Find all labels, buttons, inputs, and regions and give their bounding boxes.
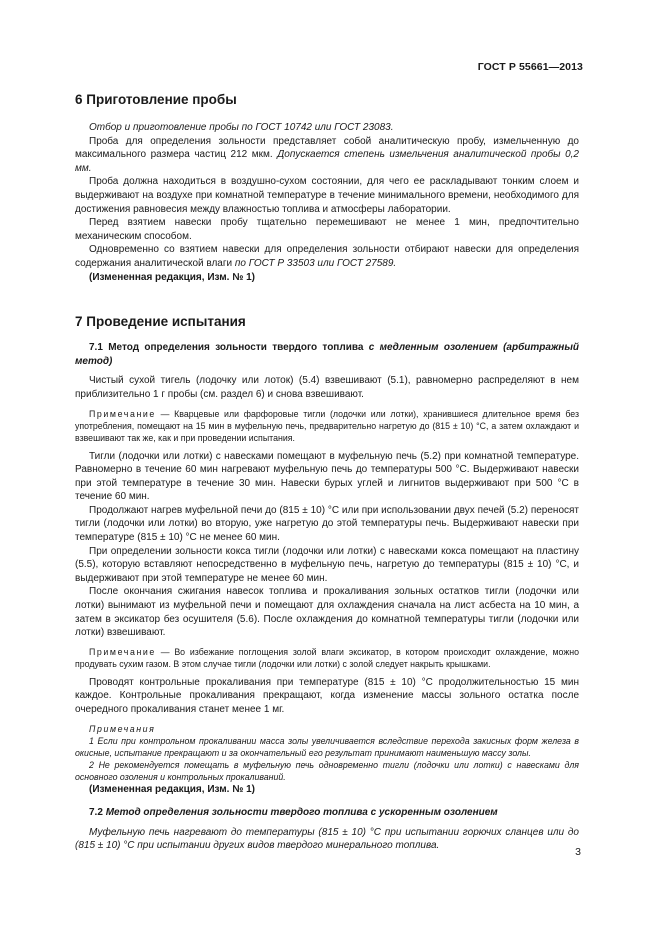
paragraph: Проба должна находиться в воздушно-сухом состоянии, для чего ее раскладывают тонким слоем и выдерживают на воздухе при комнатной температуре в течение минимального времени, необходимого для достижения равновесия между влажностью топлива и атмосферы лаборатории.: [75, 176, 579, 215]
paragraph: При определении зольности кокса тигли (лодочки или лотки) с навесками кокса помещают на пластину (5.5), которую вставляют непосредственно в муфельную печь, нагретую до температуры (815 ± 10) °С, и выдерживают при этой температуре не менее 60 мин.: [75, 545, 579, 584]
paragraph: После окончания сжигания навесок топлива и прокаливания зольных остатков тигли (лодочки или лотки) вынимают из муфельной печи и помещают для охлаждения сначала на лист асбеста на 10 мин, а затем в эксикатор без осушителя (5.6). После охлаждения до комнатной температуры тигли (лодочки или лотки) взвешивают.: [75, 586, 579, 639]
section-7-title: 7 Проведение испытания: [75, 314, 246, 330]
note: [75, 408, 579, 444]
note-label: Примечание: [89, 646, 156, 657]
paragraph: [75, 135, 579, 176]
paragraph: [75, 243, 579, 270]
note-text: — Кварцевые или фарфоровые тигли (лодочки или лотки), хранившиеся длительное время без употребления, помещают на 15 мин в муфельную печь, предварительно нагретую до (815 ± 10) °С, а затем охлаждают и взвешивают так же, как и при проведении испытания.: [75, 408, 579, 443]
paragraph: Проводят контрольные прокаливания при температуре (815 ± 10) °С продолжительностью 15 мин каждое. Контрольные прокаливания прекращают, когда изменение массы зольного остатка после очередного прокаливания станет менее 1 мг.: [75, 676, 579, 715]
italic-text: по ГОСТ Р 33503 или ГОСТ 27589.: [234, 257, 397, 269]
amendment-note: (Измененная редакция, Изм. № 1): [89, 783, 256, 795]
section-7-body: [75, 341, 579, 853]
text: Проба для определения зольности представляет собой аналитическую пробу, измельченную до максимального размера частиц 212 мкм.: [75, 135, 579, 161]
paragraph: Чистый сухой тигель (лодочку или лоток) (5.4) взвешивают (5.1), равномерно распределяют в нем приблизительно 1 г пробы (см. раздел 6) и снова взвешивают.: [75, 375, 579, 400]
amendment-note: (Измененная редакция, Изм. № 1): [89, 271, 256, 283]
italic-text: с медленным озолением (арбитражный метод): [75, 342, 579, 367]
section-6-body: [75, 121, 579, 284]
note-label: Примечание: [89, 408, 156, 419]
text: 7.2: [89, 807, 106, 819]
paragraph: Продолжают нагрев муфельной печи до (815 ± 10) °С или при использовании двух печей (5.2) переносят тигли (лодочки или лотки) во вторую, уже нагретую до этой температуры печь. Выдерживают навески при температуре (815 ± 10) °С не менее 60 мин.: [75, 504, 579, 544]
subsection-7-2-title: [75, 806, 579, 820]
paragraph: Перед взятием навески пробу тщательно перемешивают не менее 1 мин, предпочтительно механическим способом.: [75, 217, 579, 242]
paragraph: Муфельную печь нагревают до температуры (815 ± 10) °С при испытании горючих сланцев или до (815 ± 10) °С при испытании других видов твердого минерального топлива.: [75, 826, 579, 852]
note-item: 2 Не рекомендуется помещать в муфельную печь одновременно тигли (лодочки или лотки) с навесками для основного озоления и контрольных прокаливаний.: [75, 759, 579, 782]
page-number: 3: [575, 846, 581, 858]
note: [75, 646, 579, 670]
section-6-title: 6 Приготовление пробы: [75, 92, 237, 107]
paragraph: Отбор и приготовление пробы по ГОСТ 10742 или ГОСТ 23083.: [89, 122, 394, 133]
notes-label: Примечания: [89, 723, 156, 734]
note-item: 1 Если при контрольном прокаливании масса золы увеличивается вследствие перехода закисных форм железа в окисные, испытание прекращают и за окончательный его результат принимают наименьшую массу золы.: [75, 735, 579, 758]
italic-text: Допускается степень измельчения аналитической пробы 0,2 мм.: [75, 149, 579, 174]
text: Одновременно со взятием навески для определения зольности отбирают навески для определения содержания аналитической влаги: [75, 244, 579, 269]
standard-header: ГОСТ Р 55661—2013: [477, 61, 583, 73]
text: 7.1 Метод определения зольности твердого топлива: [89, 342, 369, 354]
subsection-7-1-title: [75, 341, 579, 368]
note-text: — Во избежание поглощения золой влаги эксикатор, в котором происходит охлаждение, можно продувать сухим газом. В этом случае тигли (лодочки или лотки) с золой следует накрыть крышками.: [75, 646, 579, 669]
paragraph: Тигли (лодочки или лотки) с навесками помещают в муфельную печь (5.2) при комнатной температуре. Равномерно в течение 60 мин нагревают муфельную печь до температуры 500 °С. Выдерживают навески при этой температуре в течение 30 мин. Навески бурых углей и лигнитов выдерживают при 500 °С в течение 60 мин.: [75, 450, 579, 503]
italic-text: Метод определения зольности твердого топлива с ускоренным озолением: [105, 807, 498, 819]
